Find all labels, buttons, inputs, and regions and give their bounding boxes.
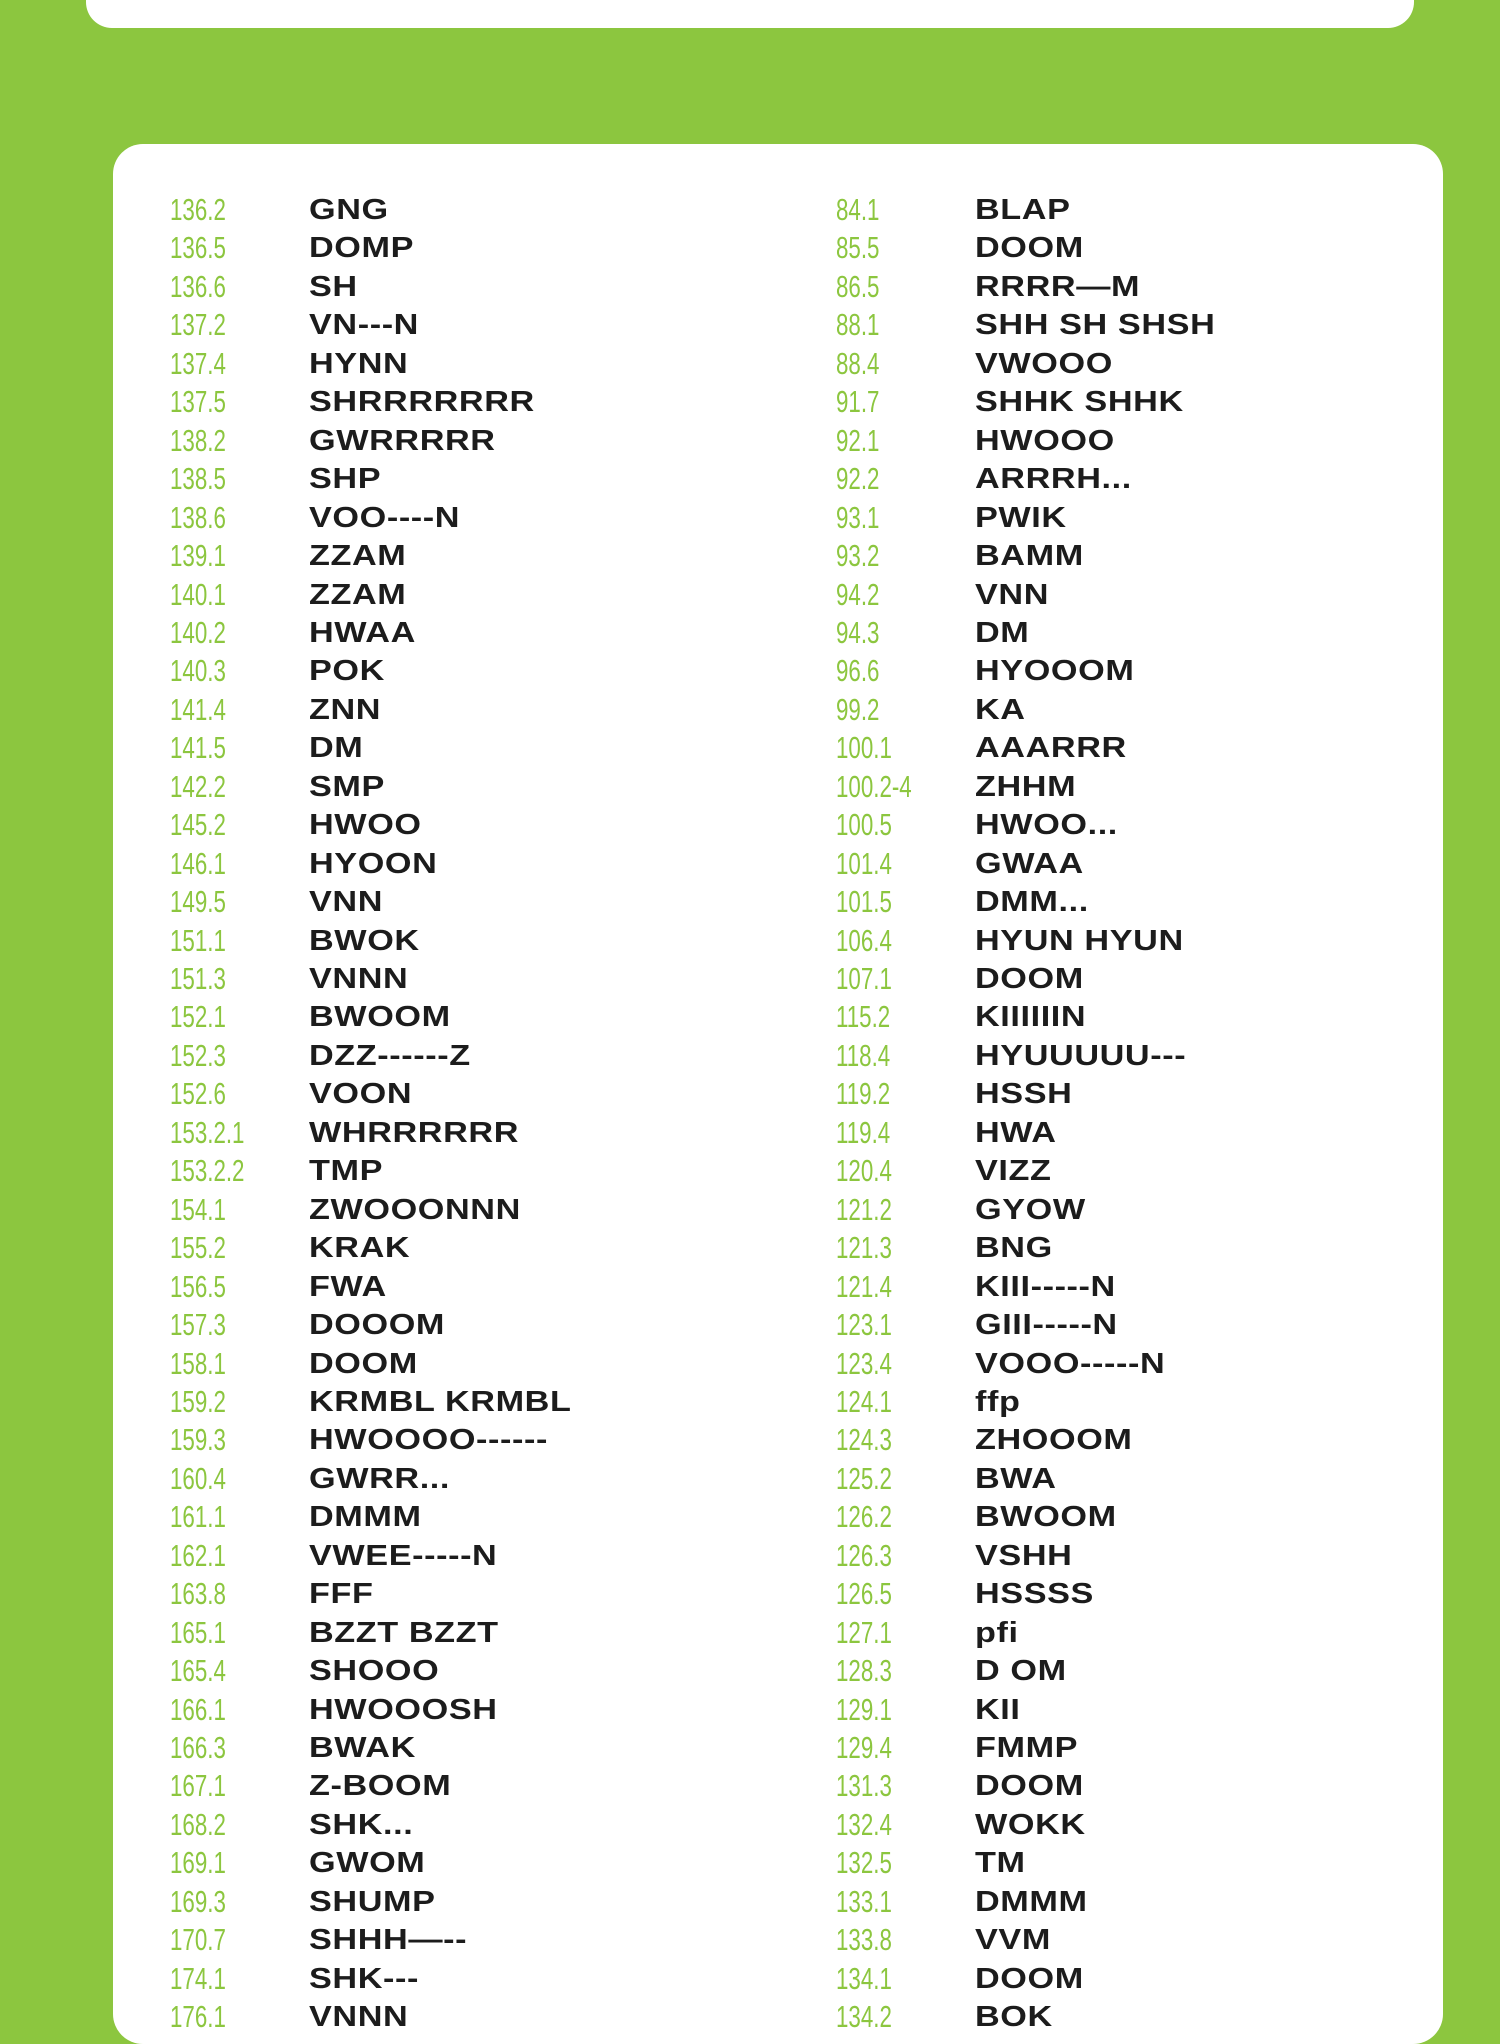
list-item bbox=[779, 191, 1419, 229]
list-item bbox=[779, 499, 1419, 537]
sound-effect-text: HSSSS bbox=[975, 1578, 1094, 1611]
list-item bbox=[779, 1191, 1419, 1229]
page-reference: 166.3 bbox=[170, 1730, 226, 1765]
list-item bbox=[779, 1883, 1419, 1921]
page-reference: 115.2 bbox=[836, 999, 891, 1035]
sound-effect-text: SMP bbox=[309, 770, 385, 803]
sound-effect-text: ZWOOONNN bbox=[309, 1193, 521, 1226]
page-reference: 92.2 bbox=[836, 461, 880, 497]
sound-effect-text: HWOOO bbox=[975, 424, 1115, 457]
sound-effect-text: SHOOO bbox=[309, 1655, 440, 1688]
list-item bbox=[779, 1767, 1419, 1805]
list-item bbox=[779, 1575, 1419, 1613]
sound-effect-text: VOO----N bbox=[309, 501, 461, 534]
sound-effect-text: DOMP bbox=[309, 232, 415, 265]
list-item bbox=[113, 960, 753, 998]
list-item bbox=[113, 268, 753, 306]
list-item bbox=[779, 1691, 1419, 1729]
sound-effect-text: KRMBL KRMBL bbox=[309, 1385, 572, 1418]
page-reference: 88.4 bbox=[836, 345, 880, 381]
sound-effect-text: HWA bbox=[975, 1116, 1057, 1149]
list-item bbox=[113, 1960, 753, 1998]
page-reference: 176.1 bbox=[170, 1999, 226, 2035]
page-reference: 91.7 bbox=[836, 384, 880, 420]
list-item bbox=[113, 1729, 753, 1767]
list-item bbox=[113, 1614, 753, 1652]
sound-effect-text: GWRRRRR bbox=[309, 424, 496, 457]
page-reference: 123.4 bbox=[836, 1345, 892, 1381]
page-reference: 155.2 bbox=[170, 1230, 226, 1266]
sound-effect-text: KRAK bbox=[309, 1232, 411, 1265]
page-reference: 174.1 bbox=[170, 1960, 226, 1996]
page-reference: 119.4 bbox=[836, 1114, 891, 1150]
sound-effect-text: GIII-----N bbox=[975, 1309, 1118, 1342]
list-item bbox=[113, 1460, 753, 1498]
sound-effect-text: GNG bbox=[309, 194, 389, 226]
page-reference: 123.1 bbox=[836, 1307, 892, 1343]
sound-effect-text: VNNN bbox=[309, 2001, 409, 2034]
page-reference: 158.1 bbox=[170, 1345, 226, 1381]
sound-effect-text: DZZ------Z bbox=[309, 1039, 471, 1072]
list-item bbox=[779, 1652, 1419, 1690]
sound-effect-text: HWOOOO------ bbox=[309, 1424, 548, 1457]
page-reference: 153.2.2 bbox=[170, 1153, 245, 1189]
sound-effect-text: VIZZ bbox=[975, 1155, 1052, 1188]
list-item bbox=[779, 422, 1419, 460]
list-item bbox=[779, 1960, 1419, 1998]
page-reference: 92.1 bbox=[836, 422, 880, 458]
list-item bbox=[779, 960, 1419, 998]
list-item bbox=[113, 1537, 753, 1575]
list-item bbox=[113, 1998, 753, 2036]
page-reference: 168.2 bbox=[170, 1806, 226, 1842]
sound-effect-text: TM bbox=[975, 1847, 1026, 1880]
list-item bbox=[113, 652, 753, 690]
page-reference: 153.2.1 bbox=[170, 1114, 245, 1150]
list-item bbox=[779, 729, 1419, 767]
sound-effect-text: RRRR—M bbox=[975, 270, 1141, 303]
list-item bbox=[113, 345, 753, 383]
page-reference: 156.5 bbox=[170, 1268, 226, 1304]
sound-effect-text: DMMM bbox=[309, 1501, 422, 1534]
sound-effect-text: POK bbox=[309, 655, 385, 688]
list-item bbox=[779, 268, 1419, 306]
sound-effect-text: VOON bbox=[309, 1078, 413, 1111]
list-item bbox=[113, 1306, 753, 1344]
sound-effect-text: ZHOOOM bbox=[975, 1424, 1133, 1457]
list-item bbox=[113, 460, 753, 498]
page-reference: 106.4 bbox=[836, 922, 892, 958]
list-item bbox=[779, 691, 1419, 729]
list-item bbox=[113, 845, 753, 883]
sound-effect-text: FFF bbox=[309, 1578, 374, 1611]
page-reference: 126.3 bbox=[836, 1537, 892, 1573]
sound-effect-text: SHHK SHHK bbox=[975, 386, 1184, 419]
page-reference: 129.1 bbox=[836, 1691, 892, 1727]
sound-effect-text: VNN bbox=[975, 578, 1050, 611]
sound-effect-text: ARRRH... bbox=[975, 463, 1132, 496]
page-reference: 151.1 bbox=[170, 922, 226, 958]
list-item bbox=[113, 1268, 753, 1306]
list-item bbox=[113, 1037, 753, 1075]
sound-effect-text: GWOM bbox=[309, 1847, 426, 1880]
list-item bbox=[113, 306, 753, 344]
list-item bbox=[113, 422, 753, 460]
page-reference: 121.4 bbox=[836, 1268, 892, 1304]
sound-effect-text: HWAA bbox=[309, 616, 416, 649]
page-reference: 120.4 bbox=[836, 1153, 892, 1189]
page-reference: 152.1 bbox=[170, 999, 226, 1035]
sound-effect-text: BZZT BZZT bbox=[309, 1616, 499, 1649]
list-item bbox=[113, 1575, 753, 1613]
sound-effect-text: DOOM bbox=[975, 963, 1084, 995]
list-item bbox=[779, 576, 1419, 614]
sound-effect-text: D OM bbox=[975, 1655, 1067, 1688]
sound-effect-text: SH bbox=[309, 270, 358, 303]
page-reference: 94.2 bbox=[836, 576, 880, 612]
page-reference: 140.1 bbox=[170, 576, 226, 612]
list-item bbox=[113, 1767, 753, 1805]
list-item bbox=[779, 1075, 1419, 1113]
list-item bbox=[779, 1998, 1419, 2036]
sound-effect-text: VOOO-----N bbox=[975, 1347, 1166, 1380]
page-reference: 136.2 bbox=[170, 192, 226, 227]
list-item bbox=[113, 768, 753, 806]
sound-effect-text: DOOM bbox=[309, 1347, 418, 1380]
page-reference: 121.2 bbox=[836, 1191, 892, 1227]
page-reference: 88.1 bbox=[836, 307, 880, 343]
page-reference: 133.8 bbox=[836, 1922, 892, 1958]
page-reference: 119.2 bbox=[836, 1076, 891, 1112]
sound-effect-text: FWA bbox=[309, 1270, 387, 1303]
page-reference: 131.3 bbox=[836, 1768, 892, 1804]
list-item bbox=[113, 922, 753, 960]
page-reference: 101.4 bbox=[836, 845, 892, 881]
page-reference: 157.3 bbox=[170, 1307, 226, 1343]
page-reference: 145.2 bbox=[170, 807, 226, 843]
list-item bbox=[779, 1806, 1419, 1844]
page-reference: 167.1 bbox=[170, 1768, 226, 1804]
list-item bbox=[113, 1844, 753, 1882]
list-item bbox=[779, 806, 1419, 844]
sound-effect-text: BWAK bbox=[309, 1732, 416, 1764]
page-reference: 146.1 bbox=[170, 845, 226, 881]
sound-effect-text: WHRRRRRR bbox=[309, 1116, 520, 1149]
sound-effect-text: ZZAM bbox=[309, 540, 407, 573]
sound-effect-text: pfi bbox=[975, 1616, 1019, 1649]
list-item bbox=[779, 768, 1419, 806]
sound-effect-text: DM bbox=[309, 732, 364, 765]
sound-effect-text: GWAA bbox=[975, 847, 1084, 880]
page-reference: 133.1 bbox=[836, 1883, 892, 1919]
page-reference: 85.5 bbox=[836, 230, 880, 266]
page-reference: 138.5 bbox=[170, 461, 226, 497]
page-reference: 93.1 bbox=[836, 499, 880, 535]
page-reference: 118.4 bbox=[836, 1037, 891, 1073]
list-item bbox=[113, 1806, 753, 1844]
page-reference: 100.1 bbox=[836, 730, 892, 766]
page-reference: 128.3 bbox=[836, 1653, 892, 1689]
list-item bbox=[113, 1114, 753, 1152]
page-reference: 93.2 bbox=[836, 538, 880, 574]
list-item bbox=[113, 806, 753, 844]
sound-effect-text: HWOOOSH bbox=[309, 1693, 498, 1726]
page-reference: 126.5 bbox=[836, 1576, 892, 1612]
list-item bbox=[779, 229, 1419, 267]
sound-effect-text: BAMM bbox=[975, 540, 1084, 573]
page-reference: 138.6 bbox=[170, 499, 226, 535]
sound-effect-text: DM bbox=[975, 616, 1030, 649]
list-item bbox=[113, 1691, 753, 1729]
list-item bbox=[779, 998, 1419, 1036]
page-reference: 100.5 bbox=[836, 807, 892, 843]
page-reference: 151.3 bbox=[170, 961, 226, 996]
list-item bbox=[113, 729, 753, 767]
sound-effect-text: ffp bbox=[975, 1385, 1021, 1418]
sound-effect-text: VWOOO bbox=[975, 347, 1113, 380]
sound-effect-text: KA bbox=[975, 693, 1026, 726]
list-item bbox=[779, 537, 1419, 575]
list-item bbox=[113, 1498, 753, 1536]
list-item bbox=[779, 1921, 1419, 1959]
list-item bbox=[779, 1114, 1419, 1152]
page-reference: 132.4 bbox=[836, 1806, 892, 1842]
page-reference: 124.1 bbox=[836, 1383, 892, 1419]
list-item bbox=[779, 1037, 1419, 1075]
sound-effect-text: ZZAM bbox=[309, 578, 407, 611]
page-reference: 86.5 bbox=[836, 268, 880, 304]
list-item bbox=[113, 998, 753, 1036]
sound-effect-text: HSSH bbox=[975, 1078, 1073, 1111]
sound-effect-text: AAARRR bbox=[975, 732, 1127, 765]
page-reference: 159.3 bbox=[170, 1422, 226, 1458]
sound-effect-text: HWOO bbox=[309, 809, 422, 842]
page-reference: 140.2 bbox=[170, 614, 226, 650]
sound-effect-text: HYUUUUU--- bbox=[975, 1039, 1187, 1072]
sound-effect-text: VWEE-----N bbox=[309, 1539, 498, 1572]
list-item bbox=[779, 345, 1419, 383]
page-reference: 137.5 bbox=[170, 384, 226, 420]
page-reference: 136.6 bbox=[170, 268, 226, 304]
list-item bbox=[779, 652, 1419, 690]
sound-effect-text: SHK... bbox=[309, 1808, 414, 1841]
sound-effect-text: BNG bbox=[975, 1232, 1053, 1265]
list-item bbox=[113, 1345, 753, 1383]
list-item bbox=[779, 1268, 1419, 1306]
top-card bbox=[86, 0, 1414, 28]
page-reference: 107.1 bbox=[836, 961, 892, 996]
sound-effects-index-card bbox=[113, 144, 1443, 2044]
page-reference: 101.5 bbox=[836, 884, 892, 920]
list-item bbox=[779, 460, 1419, 498]
sound-effect-text: GWRR... bbox=[309, 1462, 451, 1495]
sound-effect-text: VN---N bbox=[309, 309, 419, 342]
sound-effect-text: DMMM bbox=[975, 1885, 1088, 1918]
page-reference: 161.1 bbox=[170, 1499, 226, 1535]
page-reference: 134.1 bbox=[836, 1960, 892, 1996]
sound-effect-text: VSHH bbox=[975, 1539, 1073, 1572]
list-item bbox=[779, 383, 1419, 421]
sound-effect-text: BWOK bbox=[309, 924, 420, 957]
list-item bbox=[113, 883, 753, 921]
page-reference: 166.1 bbox=[170, 1691, 226, 1727]
page-reference: 126.2 bbox=[836, 1499, 892, 1535]
sound-effect-text: KIIIIIIN bbox=[975, 1001, 1087, 1034]
list-item bbox=[779, 1460, 1419, 1498]
sound-effect-text: DMM... bbox=[975, 886, 1089, 919]
sound-effect-text: FMMP bbox=[975, 1732, 1079, 1764]
sound-effect-text: SHH SH SHSH bbox=[975, 309, 1216, 342]
list-item bbox=[779, 614, 1419, 652]
sound-effect-text: HYOON bbox=[309, 847, 438, 880]
page-reference: 160.4 bbox=[170, 1460, 226, 1496]
page-reference: 136.5 bbox=[170, 230, 226, 266]
page-reference: 121.3 bbox=[836, 1230, 892, 1266]
sound-effect-text: GYOW bbox=[975, 1193, 1086, 1226]
page-reference: 139.1 bbox=[170, 538, 226, 574]
list-item bbox=[113, 383, 753, 421]
page-reference: 165.1 bbox=[170, 1614, 226, 1650]
sound-effect-text: HYOOOM bbox=[975, 655, 1135, 688]
page-reference: 129.4 bbox=[836, 1730, 892, 1765]
list-item bbox=[779, 306, 1419, 344]
list-item bbox=[113, 229, 753, 267]
sound-effect-text: KIII-----N bbox=[975, 1270, 1116, 1303]
page-reference: 154.1 bbox=[170, 1191, 226, 1227]
list-item bbox=[779, 1537, 1419, 1575]
sound-effect-text: KII bbox=[975, 1693, 1021, 1726]
list-item bbox=[113, 1152, 753, 1190]
sound-effect-text: BLAP bbox=[975, 194, 1071, 226]
page-reference: 100.2-4 bbox=[836, 768, 912, 804]
page-reference: 125.2 bbox=[836, 1460, 892, 1496]
sound-effect-text: ZNN bbox=[309, 693, 382, 726]
sound-effect-text: SHUMP bbox=[309, 1885, 436, 1918]
list-item bbox=[113, 1421, 753, 1459]
sound-effect-text: SHHH—-- bbox=[309, 1924, 468, 1957]
page-reference: 84.1 bbox=[836, 192, 880, 227]
sound-effect-text: DOOM bbox=[975, 1962, 1084, 1995]
list-item bbox=[779, 1345, 1419, 1383]
sound-effect-text: SHP bbox=[309, 463, 382, 496]
sound-effect-text: HYUN HYUN bbox=[975, 924, 1184, 957]
list-item bbox=[779, 1306, 1419, 1344]
page-reference: 169.3 bbox=[170, 1883, 226, 1919]
page-reference: 132.5 bbox=[836, 1845, 892, 1881]
sound-effect-text: DOOM bbox=[975, 232, 1084, 265]
list-item bbox=[779, 883, 1419, 921]
list-item bbox=[113, 1383, 753, 1421]
page-reference: 96.6 bbox=[836, 653, 880, 689]
page-reference: 138.2 bbox=[170, 422, 226, 458]
page-reference: 165.4 bbox=[170, 1653, 226, 1689]
sound-effect-text: WOKK bbox=[975, 1808, 1086, 1841]
page-reference: 142.2 bbox=[170, 768, 226, 804]
sound-effect-text: BWA bbox=[975, 1462, 1057, 1495]
list-item bbox=[113, 499, 753, 537]
sound-effect-text: DOOM bbox=[975, 1770, 1084, 1803]
page-reference: 149.5 bbox=[170, 884, 226, 920]
page-reference: 169.1 bbox=[170, 1845, 226, 1881]
sound-effect-text: TMP bbox=[309, 1155, 384, 1188]
page-reference: 140.3 bbox=[170, 653, 226, 689]
sound-effect-text: VNNN bbox=[309, 963, 409, 995]
list-item bbox=[113, 537, 753, 575]
page-reference: 163.8 bbox=[170, 1576, 226, 1612]
sound-effect-text: SHRRRRRRR bbox=[309, 386, 535, 419]
sound-effect-text: HWOO... bbox=[975, 809, 1118, 842]
page-reference: 94.3 bbox=[836, 614, 880, 650]
page-reference: 141.5 bbox=[170, 730, 226, 766]
sound-effect-text: VVM bbox=[975, 1924, 1051, 1957]
page-reference: 127.1 bbox=[836, 1614, 892, 1650]
page-reference: 152.3 bbox=[170, 1037, 226, 1073]
sound-effect-text: Z-BOOM bbox=[309, 1770, 452, 1803]
list-item bbox=[113, 1191, 753, 1229]
page-reference: 162.1 bbox=[170, 1537, 226, 1573]
sound-effect-text: HYNN bbox=[309, 347, 409, 380]
list-item bbox=[779, 1614, 1419, 1652]
page-reference: 152.6 bbox=[170, 1076, 226, 1112]
page-reference: 170.7 bbox=[170, 1922, 226, 1958]
list-item bbox=[779, 1498, 1419, 1536]
list-item bbox=[113, 1652, 753, 1690]
sound-effect-text: BWOOM bbox=[309, 1001, 451, 1034]
list-item bbox=[779, 1383, 1419, 1421]
list-item bbox=[113, 1075, 753, 1113]
sound-effect-text: PWIK bbox=[975, 501, 1067, 534]
list-item bbox=[779, 922, 1419, 960]
sound-effect-text: VNN bbox=[309, 886, 384, 919]
sound-effect-text: SHK--- bbox=[309, 1962, 419, 1995]
page-reference: 159.2 bbox=[170, 1383, 226, 1419]
list-item bbox=[779, 1229, 1419, 1267]
sound-effect-text: ZHHM bbox=[975, 770, 1077, 803]
list-item bbox=[113, 691, 753, 729]
page-reference: 137.2 bbox=[170, 307, 226, 343]
list-item bbox=[779, 845, 1419, 883]
list-item bbox=[113, 614, 753, 652]
list-item bbox=[779, 1729, 1419, 1767]
list-item bbox=[113, 191, 753, 229]
list-item bbox=[113, 1883, 753, 1921]
list-item bbox=[779, 1421, 1419, 1459]
page-reference: 134.2 bbox=[836, 1999, 892, 2035]
sound-effect-text: BWOOM bbox=[975, 1501, 1117, 1534]
list-item bbox=[779, 1152, 1419, 1190]
sound-effect-text: BOK bbox=[975, 2001, 1053, 2034]
page-reference: 99.2 bbox=[836, 691, 880, 727]
page-reference: 137.4 bbox=[170, 345, 226, 381]
list-item bbox=[113, 576, 753, 614]
page-reference: 141.4 bbox=[170, 691, 226, 727]
sound-effect-text: DOOOM bbox=[309, 1309, 446, 1342]
list-item bbox=[113, 1229, 753, 1267]
page-reference: 124.3 bbox=[836, 1422, 892, 1458]
list-item bbox=[779, 1844, 1419, 1882]
list-item bbox=[113, 1921, 753, 1959]
